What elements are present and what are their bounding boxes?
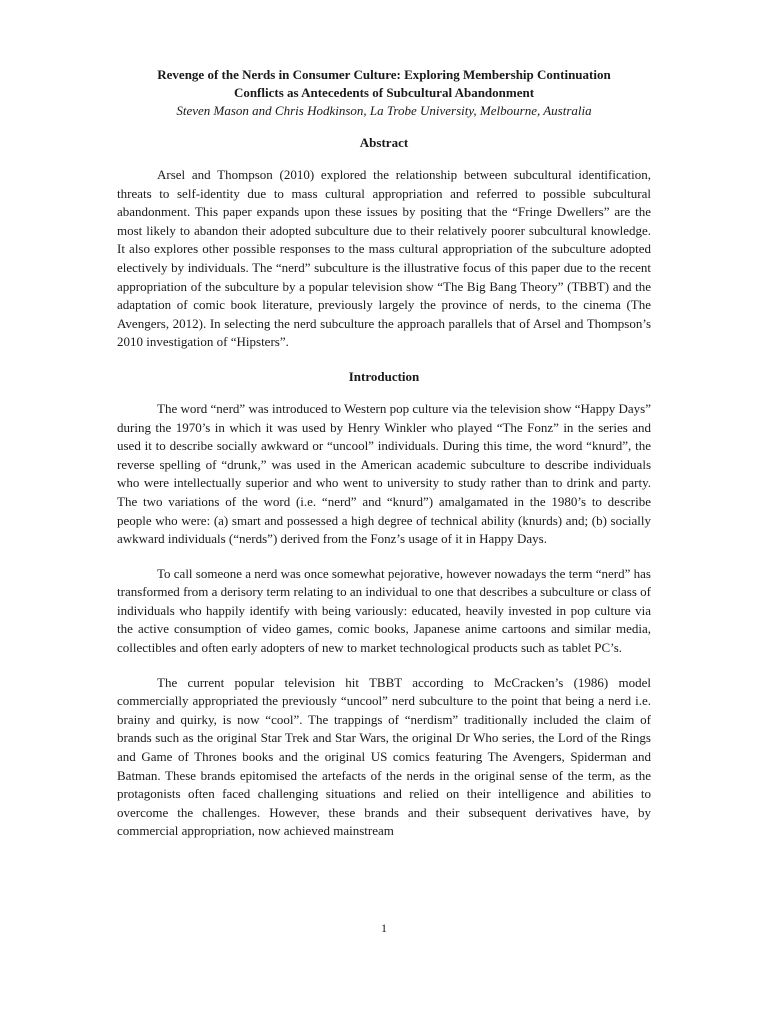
introduction-heading: Introduction: [348, 368, 420, 384]
introduction-paragraph-2: To call someone a nerd was once somewhat pejorative, however nowadays the term “nerd” has transformed from a derisory term relating to an individual to one that describes a subculture or class of individuals who happily identify with being variously: educated, heavily invested in pop culture via the active consumption of video games, comic books, Japanese anime cartoons and similar media, collectibles and often early adopters of new to market technological products such as tablet PC’s.: [117, 565, 651, 656]
introduction-paragraph-1: The word “nerd” was introduced to Western pop culture via the television show “Happy Days” during the 1970’s in which it was used by Henry Winkler who played “The Fonz” in the series and used it to describe socially awkward or “uncool” individuals. During this time, the word “knurd”, the reverse spelling of “drunk,” was used in the American academic subculture to describe individuals who were intellectually superior and who went to university to study rather than to drink and party. The two variations of the word (i.e. “nerd” and “knurd”) amalgamated in the 1980’s to describe people who were: (a) smart and possessed a high degree of technical ability (knurds) and; (b) socially awkward individuals (“nerds”) derived from the Fonz’s usage of it in Happy Days.: [117, 400, 651, 547]
abstract-paragraph: Arsel and Thompson (2010) explored the relationship between subcultural identification, threats to self-identity due to mass cultural appropriation and referred to possible subcultural abandonment. This paper expands upon these issues by positing that the “Fringe Dwellers” are the most likely to abandon their adopted subculture due to their relatively poorer subcultural knowledge. It also explores other possible responses to the mass cultural appropriation of the subculture adopted electively by individuals. The “nerd” subculture is the illustrative focus of this paper due to the recent appropriation of the subculture by a popular television show “The Big Bang Theory” (TBBT) and the adaptation of comic book literature, previously largely the province of nerds, to the cinema (The Avengers, 2012). In selecting the nerd subculture the approach parallels that of Arsel and Thompson’s 2010 investigation of “Hipsters”.: [117, 167, 651, 350]
page-number: 1: [381, 921, 387, 935]
abstract-heading: Abstract: [359, 135, 409, 150]
paper-authors: Steven Mason and Chris Hodkinson, La Trobe University, Melbourne, Australia: [176, 103, 592, 118]
introduction-paragraph-3: The current popular television hit TBBT according to McCracken’s (1986) model commercially appropriated the previously “uncool” nerd subculture to the point that being a nerd i.e. brainy and quirky, is now “cool”. The trappings of “nerdism” traditionally included the claim of brands such as the original Star Trek and Star Wars, the original Dr Who series, the Lord of the Rings and Game of Thrones books and the original US comics featuring The Avengers, Spiderman and Batman. These brands epitomised the artefacts of the nerds in the original sense of the term, as the protagonists often faced challenging situations and relied on their intelligence and abilities to overcome the challenges. However, these brands and their subsequent derivatives have, by commercial appropriation, now achieved mainstream: [117, 674, 651, 839]
paper-title-line-2: Conflicts as Antecedents of Subcultural Abandonment: [233, 85, 535, 100]
paper-title-line-1: Revenge of the Nerds in Consumer Culture: Exploring Membership Continuation: [157, 67, 611, 82]
paper-page: [117, 66, 651, 841]
